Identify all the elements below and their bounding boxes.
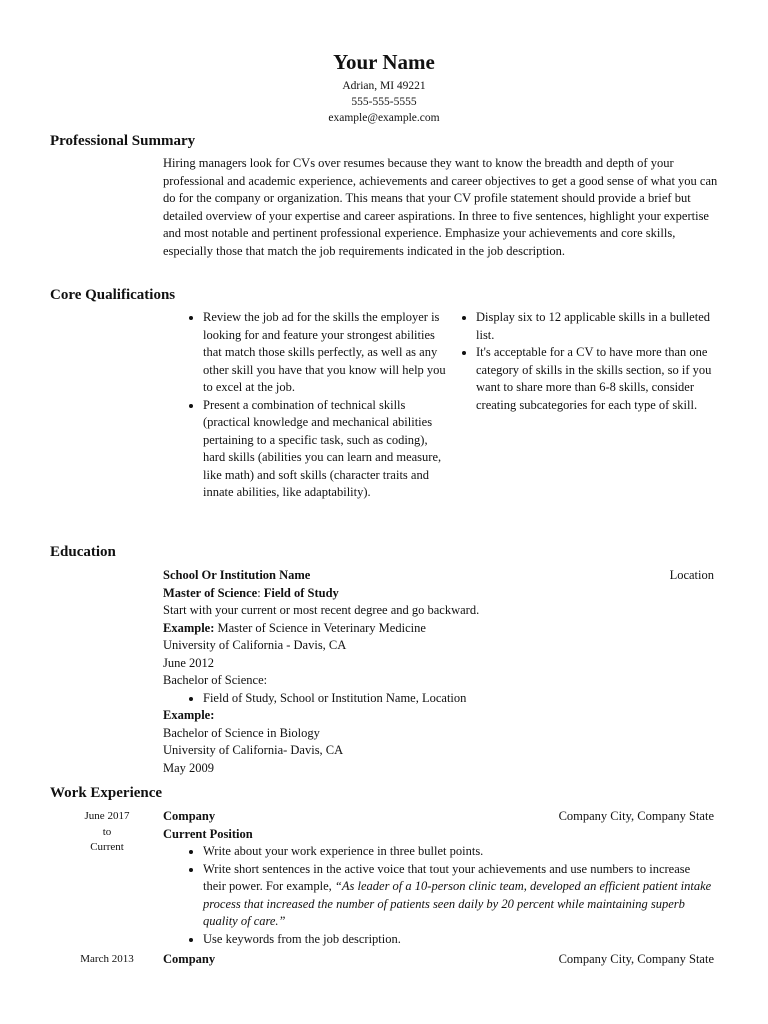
job-1-to: to xyxy=(102,825,112,838)
job-2-start: March 2013 xyxy=(80,953,134,965)
qualification-item: • Display six to 12 applicable skills in a bulleted list. xyxy=(476,309,718,344)
qualification-item: • It's acceptable for a CV to have more than one category of skills in the skills section, so if you want to share more than 6-8 skills, consider creating subcategories for each type of skill. xyxy=(476,344,718,414)
education-entry xyxy=(163,567,714,777)
education-intro: Start with your current or most recent degree and go backward. xyxy=(163,603,480,617)
job-1 xyxy=(163,808,714,948)
address: Adrian, MI 49221 xyxy=(342,80,426,92)
example-line xyxy=(163,620,714,638)
education-title: Education xyxy=(50,544,116,560)
job-1-location: Company City, Company State xyxy=(558,809,714,823)
work-title: Work Experience xyxy=(50,785,163,801)
degree-label: Master of Science xyxy=(163,585,258,600)
email: example@example.com xyxy=(328,112,440,124)
university-2: University of California- Davis, CA xyxy=(163,743,344,757)
qualifications-list xyxy=(163,309,718,502)
school-name: School Or Institution Name xyxy=(163,568,311,582)
job-2-company: Company xyxy=(163,952,216,966)
example-2-degree: Bachelor of Science in Biology xyxy=(163,725,320,740)
job-1-bullet xyxy=(203,861,714,931)
job-1-bullet-example: “As leader of a 10-person clinic team, developed an efficient patient intake process that increased the number of patients seen daily by 20 percent while maintaining superb quality of care.” xyxy=(203,879,712,928)
candidate-name: Your Name xyxy=(333,50,435,74)
phone: 555-555-5555 xyxy=(351,96,417,108)
job-1-start: June 2017 xyxy=(84,810,130,822)
school-location: Location xyxy=(669,568,714,582)
resume-header xyxy=(0,48,768,126)
job-2-dates xyxy=(60,952,154,968)
job-1-end: Current xyxy=(90,841,124,853)
bachelor-item: • Field of Study, School or Institution Name, Location xyxy=(203,690,714,708)
summary-title: Professional Summary xyxy=(50,133,196,149)
summary-text: Hiring managers look for CVs over resumes because they want to know the breadth and depth of your professional and academic experience, achievements and career objectives to get a good sense of what you can do for the company or organization. This means that your CV profile statement should provide a brief but detailed overview of your expertise and career aspirations. In three to five sentences, highlight your expertise and most notable and pertinent professional experience. Emphasize your achievements and core skills, especially those that match the job requirements indicated in the job description. xyxy=(163,156,718,258)
qualifications-column-1 xyxy=(163,309,448,502)
job-1-header xyxy=(163,808,714,826)
job-1-position: Current Position xyxy=(163,826,253,841)
qualification-item: • Present a combination of technical skills (practical knowledge and mechanical abilities pertaining to a specific task, such as coding), hard skills (abilities you can learn and measure, like math) and soft skills (character traits and innate abilities, like adaptability). xyxy=(203,397,448,502)
example-text: Master of Science in Veterinary Medicine xyxy=(214,620,426,635)
example-label: Example: xyxy=(163,620,215,635)
bachelor-label: Bachelor of Science: xyxy=(163,673,268,687)
job-2-location: Company City, Company State xyxy=(558,952,714,966)
degree-separator: : xyxy=(257,585,264,600)
job-1-dates xyxy=(60,809,154,856)
job-1-bullet-text: Write short sentences in the active voice that tout your achievements and use numbers to increase their power. For example, xyxy=(203,861,691,893)
qualifications-title: Core Qualifications xyxy=(50,287,176,303)
graduation-date-1: June 2012 xyxy=(163,655,215,670)
qualifications-column-2 xyxy=(448,309,718,502)
job-2-header xyxy=(163,951,714,969)
job-1-company: Company xyxy=(163,809,216,823)
degree-field: Field of Study xyxy=(263,585,339,600)
school-row xyxy=(163,567,714,585)
job-1-bullet: • Use keywords from the job description. xyxy=(203,931,714,949)
degree-line xyxy=(163,585,714,603)
qualification-item: • Review the job ad for the skills the employer is looking for and feature your strongest abilities that match those skills perfectly, as well as any other skill you have that you know will help you to excel at the job. xyxy=(203,309,448,397)
graduation-date-2: May 2009 xyxy=(163,760,215,775)
example-2-label: Example: xyxy=(163,708,215,722)
job-2 xyxy=(163,951,714,969)
university-1: University of California - Davis, CA xyxy=(163,638,347,652)
job-1-bullet: • Write about your work experience in three bullet points. xyxy=(203,843,714,861)
